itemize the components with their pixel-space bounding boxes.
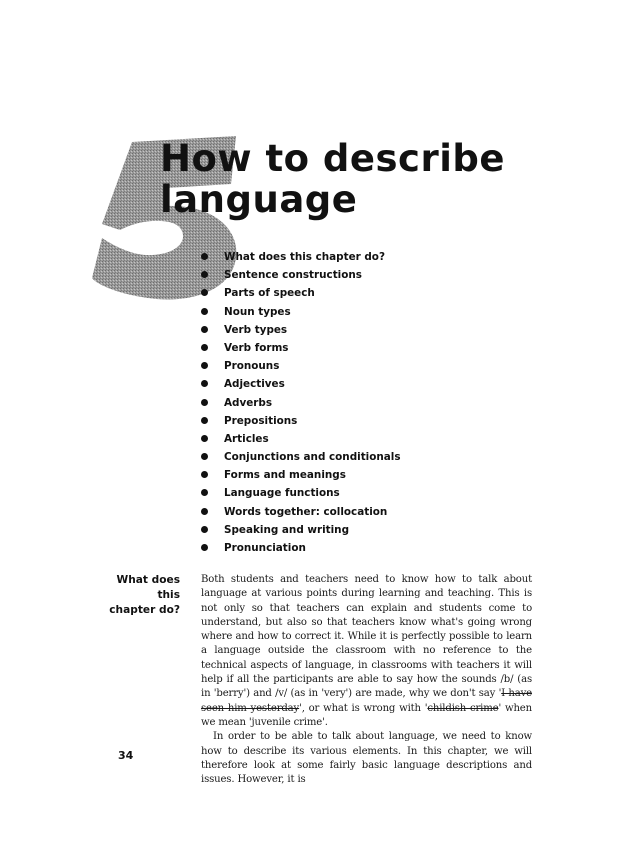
bullet-icon [201, 380, 208, 387]
chapter-title-line-2: language [160, 178, 358, 221]
contents-item [201, 466, 401, 484]
bullet-icon [201, 253, 208, 260]
contents-item-label: Words together: collocation [224, 505, 388, 518]
bullet-icon [201, 289, 208, 296]
contents-item-label: Pronouns [224, 360, 280, 373]
side-heading-line-2: chapter do? [109, 604, 180, 616]
bullet-icon [201, 508, 208, 515]
chapter-contents-list [201, 248, 401, 557]
contents-item-label: What does this chapter do? [224, 251, 385, 263]
contents-item [201, 321, 401, 339]
page-number: 34 [118, 749, 134, 762]
contents-item [201, 266, 401, 284]
contents-item-label: Verb forms [224, 341, 289, 354]
struck-example-1: I have seen him yesterday [201, 688, 532, 714]
bullet-icon [201, 544, 208, 551]
struck-example-2: childish crime [427, 702, 499, 714]
contents-item-label: Prepositions [224, 414, 298, 427]
bullet-icon [201, 326, 208, 333]
contents-item [201, 448, 401, 466]
bullet-icon [201, 399, 208, 406]
contents-item [201, 394, 401, 412]
bullet-icon [201, 362, 208, 369]
contents-item [201, 503, 401, 521]
contents-item-label: Language functions [224, 487, 340, 500]
contents-item-label: Articles [224, 432, 269, 445]
contents-item-label: Adjectives [224, 378, 285, 391]
contents-item-label: Speaking and writing [224, 523, 350, 536]
paragraph-1-part-b: ', or what is wrong with ' [299, 702, 428, 714]
contents-item-label: Forms and meanings [224, 469, 346, 482]
body-paragraph-2: In order to be able to talk about language, we need to know how to describe its various elements. In this chapter, we will therefore look at some fairly basic language descriptions and issues. However, it is [201, 731, 532, 786]
contents-item-label: Verb types [224, 323, 288, 336]
contents-item-label: Parts of speech [224, 287, 315, 300]
contents-item [201, 430, 401, 448]
bullet-icon [201, 344, 208, 351]
bullet-icon [201, 417, 208, 424]
contents-item [201, 357, 401, 375]
contents-item [201, 248, 401, 266]
bullet-icon [201, 453, 208, 460]
contents-item [201, 339, 401, 357]
contents-item [201, 539, 401, 557]
chapter-title-line-1: How to describe [160, 137, 505, 180]
bullet-icon [201, 308, 208, 315]
contents-item-label: Sentence constructions [224, 269, 362, 282]
side-heading-line-1: What does this [116, 574, 180, 601]
section-side-heading [92, 573, 180, 618]
bullet-icon [201, 526, 208, 533]
bullet-icon [201, 489, 208, 496]
bullet-icon [201, 271, 208, 278]
body-paragraph-1 [201, 573, 532, 730]
contents-item [201, 484, 401, 502]
contents-item [201, 303, 401, 321]
contents-item [201, 521, 401, 539]
contents-item-label: Adverbs [224, 396, 273, 409]
bullet-icon [201, 435, 208, 442]
contents-item [201, 375, 401, 393]
section-body-text [201, 573, 532, 787]
bullet-icon [201, 471, 208, 478]
paragraph-1-part-c: ' when we mean 'juvenile crime'. [201, 702, 532, 728]
paragraph-1-part-a: Both students and teachers need to know how to talk about language at various points during learning and teaching. This is not only so that teachers can explain and students come to understand, but also so that teachers know what's going wrong where and how to correct it. While it is perfectly possible to learn a language outside the classroom with no reference to the technical aspects of language, in classrooms with teachers it will help if all the participants are able to say how the sounds /b/ (as in 'berry') and /v/ (as in 'very') are made, why we don't say ' [201, 574, 532, 700]
contents-item [201, 412, 401, 430]
contents-item-label: Noun types [224, 305, 291, 318]
contents-item [201, 284, 401, 302]
chapter-title [160, 138, 505, 220]
contents-item-label: Pronunciation [224, 542, 306, 554]
contents-item-label: Conjunctions and conditionals [224, 451, 401, 464]
